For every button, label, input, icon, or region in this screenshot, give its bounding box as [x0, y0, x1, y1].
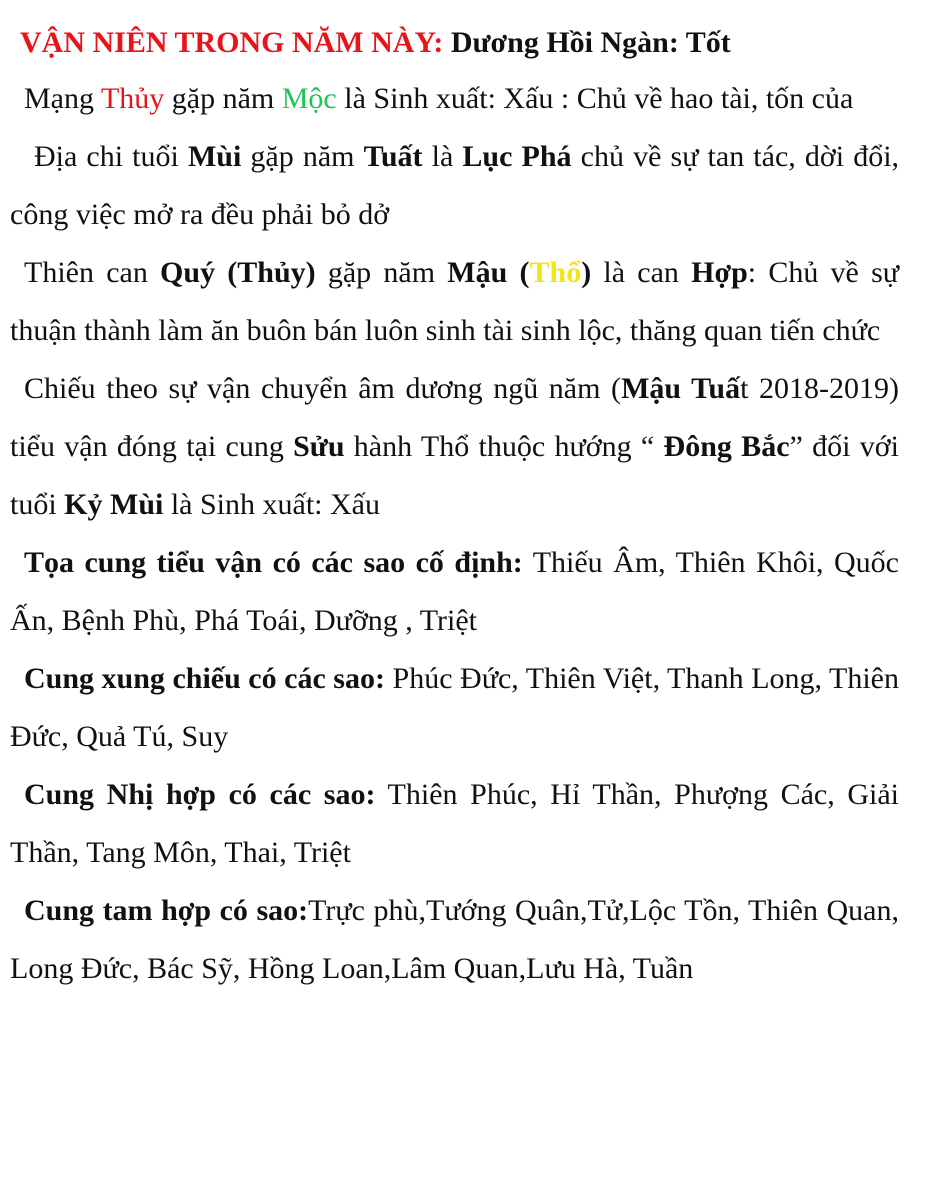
bold-term: ) — [581, 256, 592, 289]
text-run: Chiếu theo sự vận chuyển âm dương ngũ năm ( — [24, 372, 622, 405]
bold-term: Lục Phá — [462, 140, 572, 173]
text-run: gặp năm — [315, 256, 448, 289]
paragraph-minor-cycle — [10, 360, 899, 534]
paragraph-triple-harmony-stars — [10, 882, 899, 998]
text-run: ” đối với tuổi — [10, 430, 899, 521]
text-run: là Sinh xuất: Xấu : Chủ về hao tài, tốn của — [336, 82, 854, 115]
section-label: Cung xung chiếu có các sao: — [24, 662, 385, 695]
paragraph-heavenly-stem — [10, 244, 899, 360]
text-run: là — [422, 140, 463, 173]
bold-term: Kỷ Mùi — [64, 488, 164, 521]
text-run: t 2018-2019) tiểu vận đóng tại cung — [10, 372, 899, 463]
star-list: Thiếu Âm, Thiên Khôi, Quốc Ấn, Bệnh Phù, Phá Toái, Dưỡng , Triệt — [10, 546, 899, 637]
element-wood: Mộc — [281, 82, 337, 115]
paragraph-opposite-palace-stars — [10, 650, 899, 766]
bold-term: Mùi — [187, 140, 242, 173]
text-run: Mạng — [24, 82, 101, 115]
bold-term: Sửu — [293, 430, 345, 463]
paragraph-seat-palace-stars — [10, 534, 899, 650]
text-run: Địa chi tuổi — [34, 140, 188, 173]
paragraph-earthly-branch — [10, 128, 899, 244]
element-earth: Thổ — [529, 256, 582, 289]
text-run: gặp năm — [164, 82, 282, 115]
text-run: là can — [591, 256, 692, 289]
text-run: hành Thổ thuộc hướng “ — [344, 430, 664, 463]
text-run: chủ về sự tan tác, dời đổi, công việc mở ra đều phải bỏ dở — [10, 140, 900, 231]
star-list: Phúc Đức, Thiên Việt, Thanh Long, Thiên Đức, Quả Tú, Suy — [10, 662, 899, 753]
text-run: : Chủ về sự thuận thành làm ăn buôn bán luôn sinh tài sinh lộc, thăng quan tiến chức — [10, 256, 900, 347]
star-list: Trực phù,Tướng Quân,Tử,Lộc Tồn, Thiên Quan, Long Đức, Bác Sỹ, Hồng Loan,Lâm Quan,Lưu Hà, Tuần — [10, 894, 899, 985]
text-run: gặp năm — [241, 140, 364, 173]
star-list: Thiên Phúc, Hỉ Thần, Phượng Các, Giải Thần, Tang Môn, Thai, Triệt — [10, 778, 900, 869]
section-label: Cung tam hợp có sao: — [24, 894, 309, 927]
paragraph-double-harmony-stars — [10, 766, 899, 882]
bold-term: Mậu ( — [447, 256, 530, 289]
text-run: Thiên can — [24, 256, 161, 289]
bold-term: Đông Bắc — [663, 430, 790, 463]
bold-term: Mậu Tuấ — [621, 372, 741, 405]
paragraph-fate-element — [10, 70, 899, 128]
page-title — [20, 18, 899, 68]
title-heading: VẬN NIÊN TRONG NĂM NÀY: — [20, 26, 444, 59]
section-label: Tọa cung tiểu vận có các sao cố định: — [24, 546, 523, 579]
bold-term: Quý (Thủy) — [160, 256, 316, 289]
section-label: Cung Nhị hợp có các sao: — [24, 778, 376, 811]
element-water: Thủy — [100, 82, 165, 115]
title-subject: Dương Hồi Ngàn: Tốt — [450, 26, 731, 59]
bold-term: Hợp — [691, 256, 748, 289]
bold-term: Tuất — [363, 140, 423, 173]
text-run: là Sinh xuất: Xấu — [163, 488, 380, 521]
